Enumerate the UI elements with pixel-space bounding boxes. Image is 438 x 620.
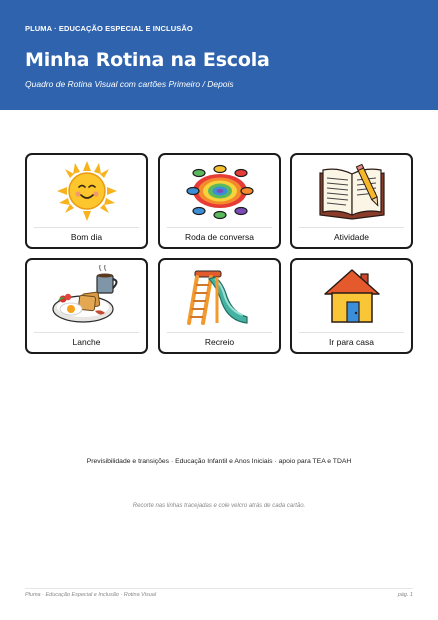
- card-recreio: [158, 258, 281, 354]
- card-divider: [167, 227, 272, 228]
- card-bom-dia: [25, 153, 148, 249]
- footer-left: Pluma · Educação Especial e Inclusão · Rotina Visual: [25, 592, 157, 598]
- footer-divider: [25, 588, 413, 589]
- page-subtitle: Quadro de Rotina Visual com cartões Primeiro / Depois: [25, 79, 234, 89]
- cut-instruction: Recorte nas linhas tracejadas e cole velcro atrás de cada cartão.: [132, 503, 306, 509]
- card-label: Atividade: [334, 232, 369, 242]
- house-icon: [292, 260, 411, 332]
- card-divider: [299, 227, 404, 228]
- card-atividade: [290, 153, 413, 249]
- card-label: Bom dia: [70, 232, 103, 242]
- card-label: Roda de conversa: [185, 232, 254, 242]
- brand-label: PLUMA · EDUCAÇÃO ESPECIAL E INCLUSÃO: [25, 24, 193, 33]
- card-divider: [34, 332, 139, 333]
- breakfast-plate-icon: [27, 260, 146, 332]
- sun-icon: [27, 155, 146, 227]
- card-label: Recreio: [204, 337, 235, 347]
- card-divider: [299, 332, 404, 333]
- page-title: Minha Rotina na Escola: [25, 49, 270, 71]
- page-number: pág. 1: [397, 592, 413, 598]
- card-roda-de-conversa: [158, 153, 281, 249]
- card-label: Lanche: [72, 337, 101, 347]
- card-divider: [167, 332, 272, 333]
- circle-time-icon: [160, 155, 279, 227]
- card-lanche: [25, 258, 148, 354]
- playground-slide-icon: [160, 260, 279, 332]
- card-divider: [34, 227, 139, 228]
- header-banner: [0, 0, 438, 110]
- open-book-icon: [292, 155, 411, 227]
- footer-note: Previsibilidade e transições · Educação Infantil e Anos Iniciais · apoio para TEA e TDAH: [86, 458, 352, 465]
- card-label: Ir para casa: [329, 337, 374, 347]
- card-ir-para-casa: [290, 258, 413, 354]
